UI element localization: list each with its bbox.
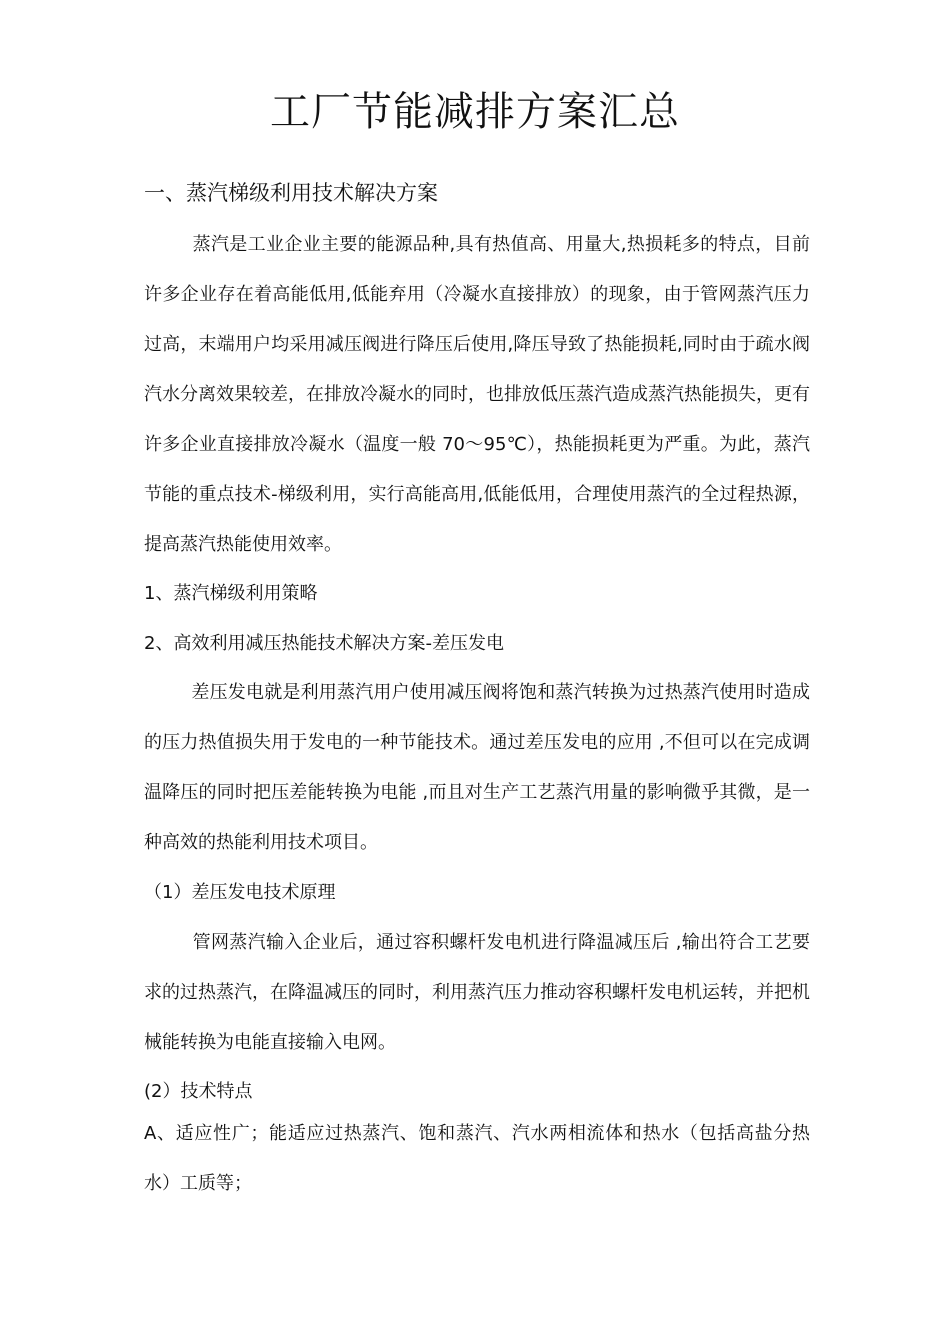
section-heading-steam-cascade: 一、蒸汽梯级利用技术解决方案 — [144, 181, 438, 205]
list-item-cascade-strategy: 1、蒸汽梯级利用策略 — [144, 583, 318, 604]
list-item-differential-pressure-power: 2、高效利用减压热能技术解决方案-差压发电 — [144, 633, 504, 654]
paragraph-principle: 管网蒸汽输入企业后，通过容积螺杆发电机进行降温减压后 ,输出符合工艺要求的过热蒸汽，在降温减压的同时，利用蒸汽压力推动容积螺杆发电机运转，并把机械能转换为电能直接输入电网。 — [144, 932, 810, 1053]
subheading-features: (2）技术特点 — [144, 1081, 253, 1102]
paragraph-differential-pressure-power: 差压发电就是利用蒸汽用户使用减压阀将饱和蒸汽转换为过热蒸汽使用时造成的压力热值损失用于发电的一种节能技术。通过差压发电的应用 ,不但可以在完成调温降压的同时把压差能转换为电能 ,而且对生产工艺蒸汽用量的影响微乎其微，是一种高效的热能利用技术项目。 — [144, 682, 811, 853]
paragraph-feature-a: A、适应性广；能适应过热蒸汽、饱和蒸汽、汽水两相流体和热水（包括高盐分热水）工质等； — [144, 1123, 810, 1194]
paragraph-steam-intro: 蒸汽是工业企业主要的能源品种,具有热值高、用量大,热损耗多的特点，目前许多企业存在着高能低用,低能弃用（冷凝水直接排放）的现象，由于管网蒸汽压力过高，末端用户均采用减压阀进行降压后使用,降压导致了热能损耗,同时由于疏水阀汽水分离效果较差，在排放冷凝水的同时，也排放低压蒸汽造成蒸汽热能损失，更有许多企业直接排放冷凝水（温度一般 70～95℃），热能损耗更为严重。为此，蒸汽节能的重点技术-梯级利用，实行高能高用,低能低用，合理使用蒸汽的全过程热源，提高蒸汽热能使用效率。 — [144, 234, 810, 555]
subheading-principle: （1）差压发电技术原理 — [144, 882, 336, 903]
document-title: 工厂节能减排方案汇总 — [270, 89, 680, 135]
